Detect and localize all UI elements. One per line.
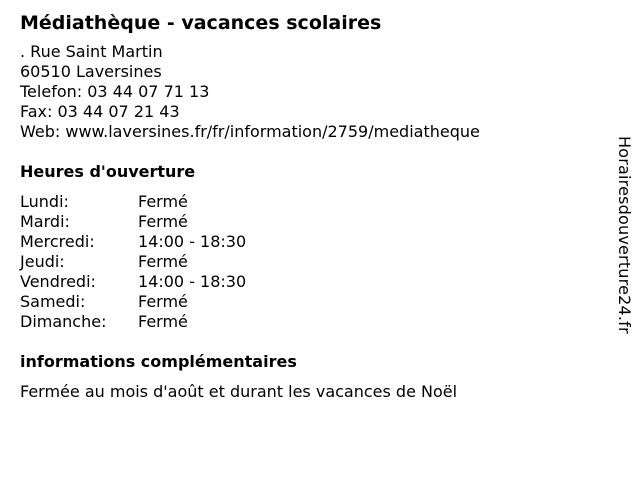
day-label: Jeudi:: [20, 252, 65, 271]
city-postcode: 60510 Laversines: [20, 62, 162, 81]
day-label: Samedi:: [20, 292, 86, 311]
hours-row-mercredi: [20, 232, 600, 252]
phone-number: Telefon: 03 44 07 71 13: [20, 82, 210, 101]
main-content: [20, 10, 600, 402]
day-hours: 14:00 - 18:30: [138, 232, 247, 251]
fax-number: Fax: 03 44 07 21 43: [20, 102, 180, 121]
hours-row-lundi: [20, 192, 600, 212]
hours-row-mardi: [20, 212, 600, 232]
day-hours: 14:00 - 18:30: [138, 272, 247, 291]
day-label: Mardi:: [20, 212, 70, 231]
opening-hours-table: [20, 192, 600, 332]
day-hours: Fermé: [138, 252, 188, 271]
site-watermark: Horairesdouverture24.fr: [615, 136, 634, 334]
opening-hours-heading: Heures d'ouverture: [20, 162, 196, 181]
day-label: Vendredi:: [20, 272, 96, 291]
day-hours: Fermé: [138, 212, 188, 231]
hours-row-samedi: [20, 292, 600, 312]
day-hours: Fermé: [138, 192, 188, 211]
day-label: Dimanche:: [20, 312, 107, 331]
street-address: . Rue Saint Martin: [20, 42, 163, 61]
day-hours: Fermé: [138, 292, 188, 311]
day-label: Lundi:: [20, 192, 69, 211]
additional-info-text: Fermée au mois d'août et durant les vacances de Noël: [20, 382, 458, 401]
hours-row-dimanche: [20, 312, 600, 332]
page-title: Médiathèque - vacances scolaires: [20, 12, 382, 34]
address-block: [20, 42, 600, 142]
day-hours: Fermé: [138, 312, 188, 331]
hours-row-jeudi: [20, 252, 600, 272]
website-link[interactable]: Web: www.laversines.fr/fr/information/2759/mediatheque: [20, 122, 480, 141]
additional-info-heading: informations complémentaires: [20, 352, 297, 371]
day-label: Mercredi:: [20, 232, 95, 251]
hours-row-vendredi: [20, 272, 600, 292]
